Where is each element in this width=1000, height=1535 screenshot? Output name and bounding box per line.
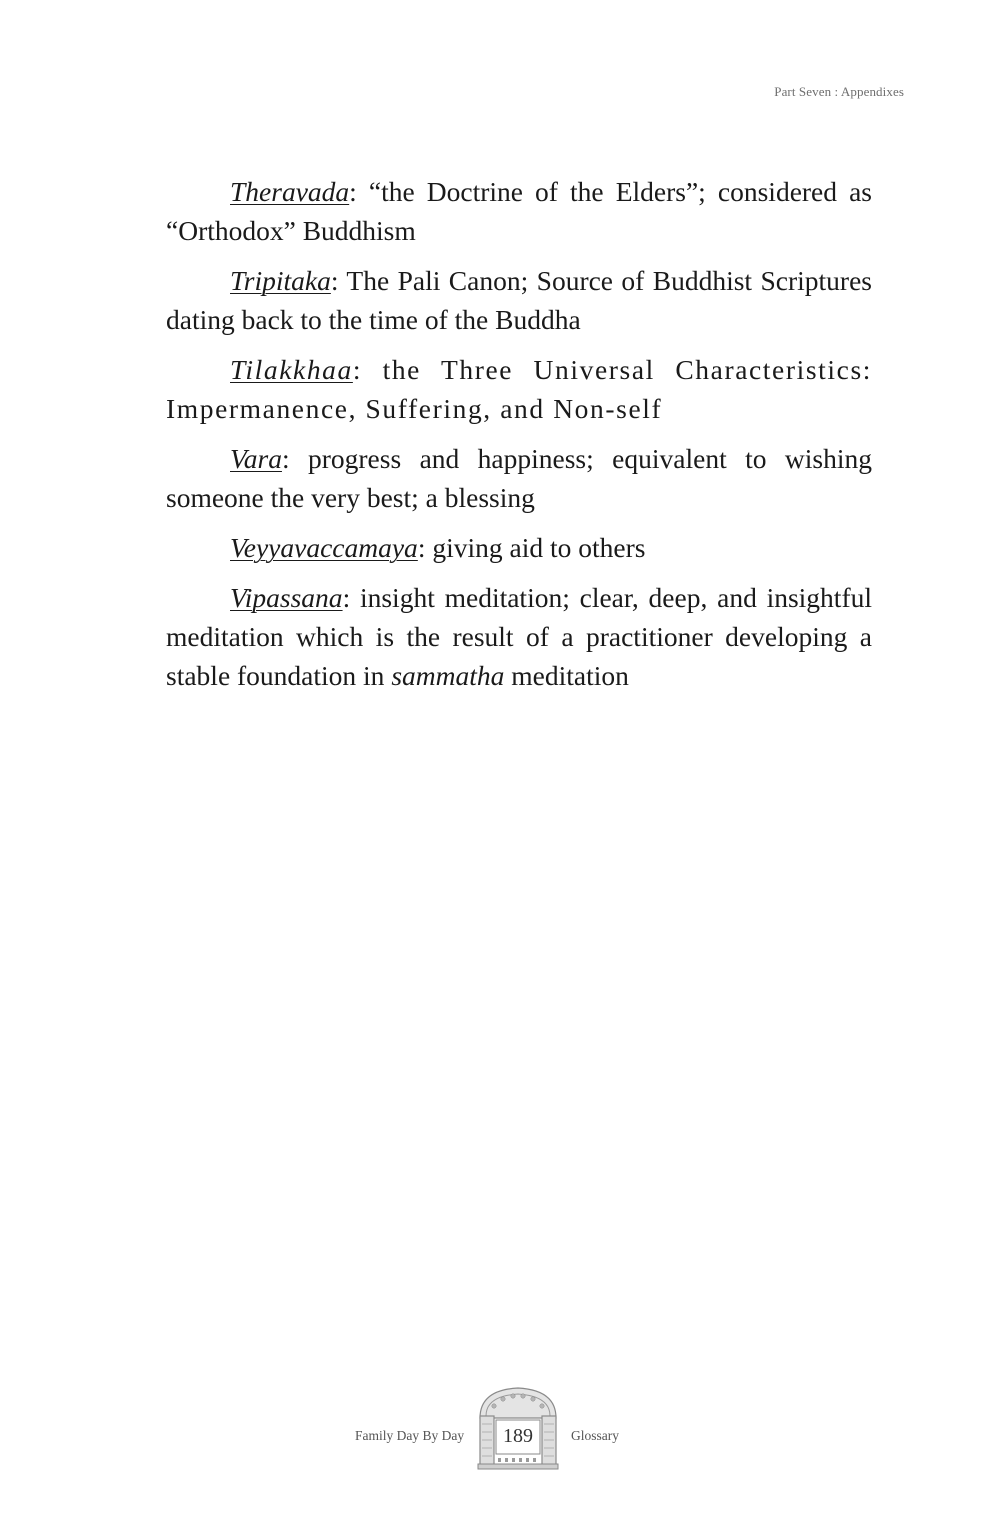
- glossary-definition: : the Three Universal Characteristics: Impermanence, Suffering, and Non-self: [166, 354, 872, 424]
- glossary-term: Tilakkhaa: [230, 354, 353, 385]
- glossary-entry-theravada: [166, 172, 872, 250]
- glossary-list: [166, 172, 872, 706]
- glossary-definition-end: meditation: [504, 660, 629, 691]
- glossary-term: Theravada: [230, 176, 350, 207]
- page-footer: [0, 1384, 1000, 1470]
- running-header: Part Seven : Appendixes: [774, 84, 904, 99]
- glossary-entry-tripitaka: [166, 261, 872, 339]
- glossary-definition: : progress and happiness; equivalent to wishing someone the very best; a blessing: [166, 443, 872, 513]
- glossary-entry-veyyavaccamaya: [166, 528, 872, 567]
- glossary-entry-vara: [166, 439, 872, 517]
- footer-section-title: Glossary: [571, 1428, 619, 1443]
- glossary-definition: : “the Doctrine of the Elders”; considered as “Orthodox” Buddhism: [166, 176, 872, 246]
- glossary-term: Tripitaka: [230, 265, 331, 296]
- glossary-entry-vipassana: [166, 578, 872, 695]
- page-number: 189: [503, 1425, 533, 1447]
- glossary-term: Veyyavaccamaya: [230, 532, 418, 563]
- glossary-definition: : giving aid to others: [417, 532, 646, 563]
- glossary-entry-tilakkhaa: [166, 350, 872, 428]
- glossary-term: Vipassana: [230, 582, 343, 613]
- glossary-term: Vara: [230, 443, 282, 474]
- glossary-definition: : The Pali Canon; Source of Buddhist Scriptures dating back to the time of the Buddha: [166, 265, 872, 335]
- glossary-inline-term: sammatha: [391, 660, 505, 691]
- glossary-definition: : insight meditation; clear, deep, and insightful meditation which is the result of a practitioner developing a stable foundation in: [166, 582, 872, 691]
- footer-book-title: Family Day By Day: [355, 1428, 465, 1443]
